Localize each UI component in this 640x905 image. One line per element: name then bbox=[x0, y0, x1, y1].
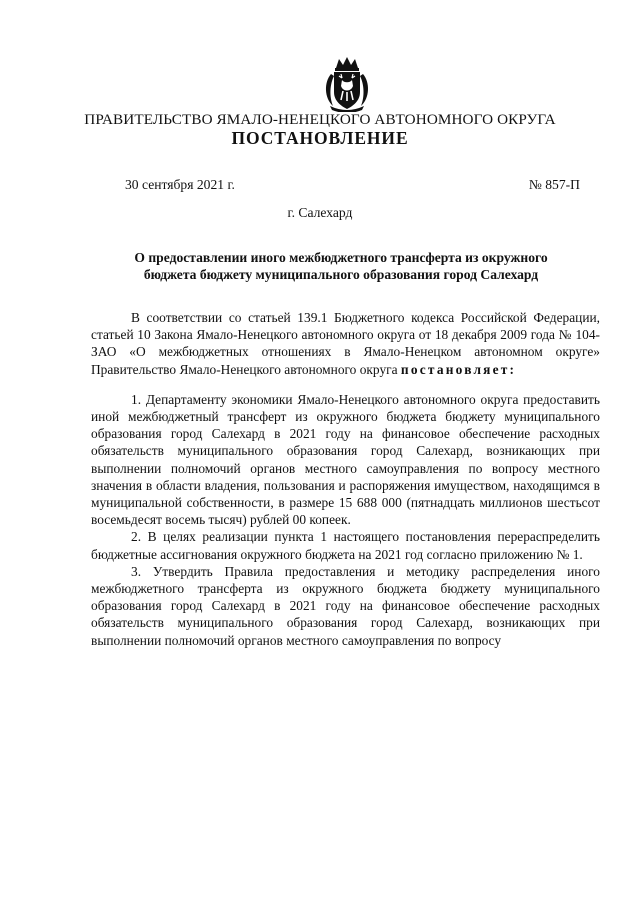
document-city: г. Салехард bbox=[287, 205, 353, 220]
document-type: ПОСТАНОВЛЕНИЕ bbox=[231, 128, 409, 148]
document-number: № 857-П bbox=[528, 177, 580, 192]
document-body bbox=[91, 309, 600, 649]
item-paragraph-2: 2. В целях реализации пункта 1 настоящего постановления перераспределить бюджетные ассигнования окружного бюджета на 2021 год согласно приложению № 1. bbox=[91, 529, 600, 562]
item-paragraph-1: 1. Департаменту экономики Ямало-Ненецкого автономного округа предоставить иной межбюджетный трансферт из окружного бюджета бюджету муниципального образования город Салехард в 2021 году на финансовое обеспечение расходных обязательств муниципального образования город Салехард, возникающих при выполнении полномочий органов местного самоуправления по вопросу местного значения в области владения, пользования и распоряжения имуществом, находящимся в муниципальной собственности, в размере 15 688 000 (пятнадцать миллионов шестьсот восемьдесят восемь тысяч) рублей 00 копеек. bbox=[91, 391, 600, 528]
resolves-word: постановляет: bbox=[400, 361, 517, 377]
document-title: О предоставлении иного межбюджетного трансферта из окружного бюджета бюджету муниципального образования город Салехард bbox=[134, 250, 548, 282]
preamble-paragraph bbox=[91, 309, 600, 378]
item-paragraph-3: 3. Утвердить Правила предоставления и методику распределения иного межбюджетного трансферта из окружного бюджета бюджету муниципального образования город Салехард в 2021 году на финансовое обеспечение расходных обязательств муниципального образования город Салехард, возникающих при выполнении полномочий органов местного самоуправления по вопросу bbox=[91, 563, 600, 648]
document-date: 30 сентября 2021 г. bbox=[125, 177, 235, 192]
government-name: ПРАВИТЕЛЬСТВО ЯМАЛО-НЕНЕЦКОГО АВТОНОМНОГО ОКРУГА bbox=[84, 111, 556, 128]
yamal-coat-of-arms-icon bbox=[322, 56, 372, 112]
preamble-text: В соответствии со статьей 139.1 Бюджетного кодекса Российской Федерации, статьей 10 Закона Ямало-Ненецкого автономного округа от 18 декабря 2009 года № 104-ЗАО «О межбюджетных отношениях в Ямало-Ненецком автономном округе» Правительство Ямало-Ненецкого автономного округа bbox=[91, 310, 600, 377]
